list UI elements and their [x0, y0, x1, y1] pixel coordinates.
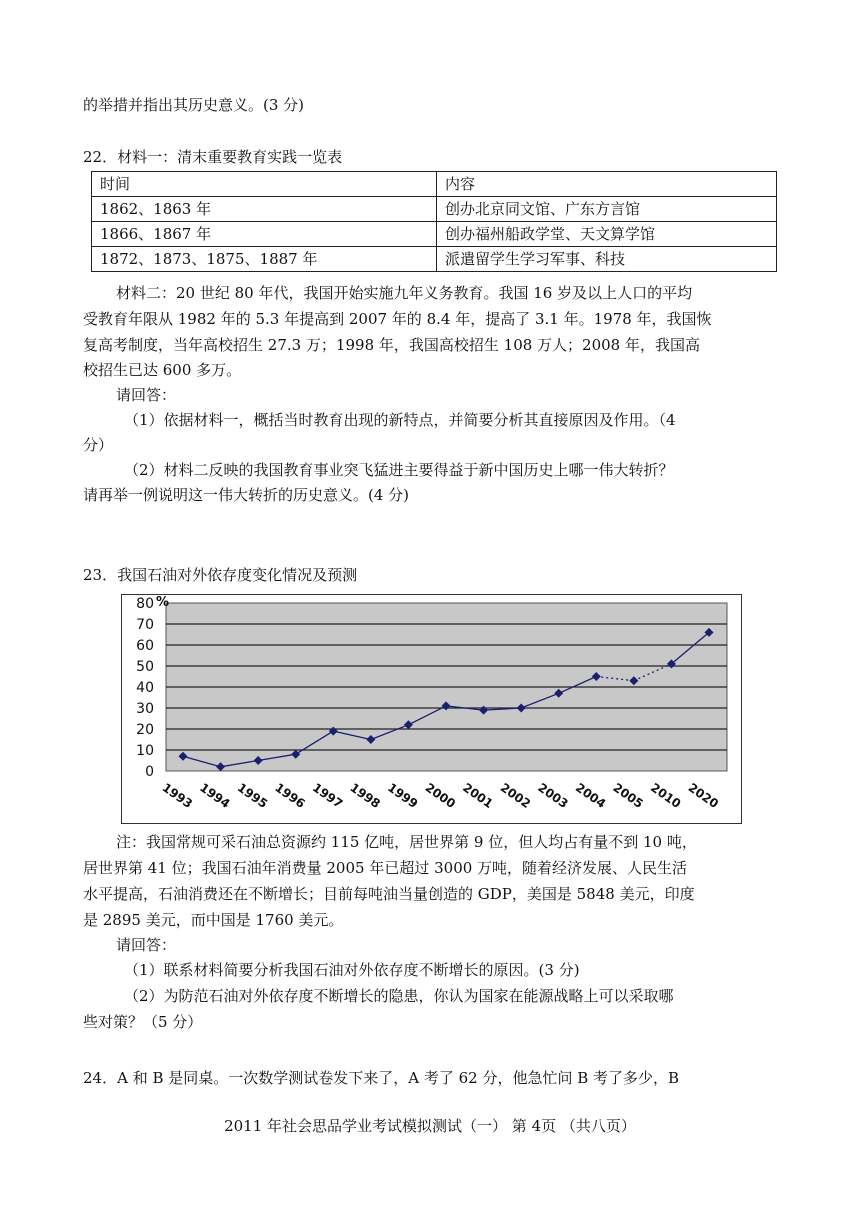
- table-cell: 1866、1867 年: [92, 222, 437, 247]
- x-tick-label: 2003: [535, 780, 571, 812]
- table-cell: 派遣留学生学习军事、科技: [437, 247, 777, 272]
- y-tick-label: 80: [136, 596, 154, 612]
- x-tick-label: 2020: [685, 780, 721, 812]
- x-tick-label: 1993: [159, 780, 195, 812]
- question-line: （2）为防范石油对外依存度不断增长的隐患，你认为国家在能源战略上可以采取哪: [124, 987, 674, 1005]
- x-tick-label: 2005: [610, 780, 646, 812]
- note-line: 是 2895 美元，而中国是 1760 美元。: [83, 911, 344, 929]
- x-tick-label: 2004: [572, 780, 609, 812]
- x-tick-label: 1999: [385, 780, 421, 812]
- material2-line: 受教育年限从 1982 年的 5.3 年提高到 2007 年的 8.4 年，提高了 3.1 年。1978 年，我国恢: [83, 310, 712, 328]
- y-tick-label: 20: [136, 722, 154, 738]
- y-tick-label: 40: [136, 680, 154, 696]
- y-tick-label: 0: [145, 764, 154, 780]
- table-cell: 创办福州船政学堂、天文算学馆: [437, 222, 777, 247]
- question-line: 分）: [83, 436, 114, 454]
- table-header-cell: 内容: [437, 172, 777, 197]
- table-header-row: [92, 172, 777, 197]
- table-cell: 1862、1863 年: [92, 197, 437, 222]
- x-tick-label: 2010: [648, 780, 684, 812]
- x-tick-label: 2000: [422, 780, 458, 812]
- prompt-label: 请回答：: [116, 386, 177, 404]
- material2-line: 复高考制度，当年高校招生 27.3 万；1998 年，我国高校招生 108 万人；2008 年，我国高: [83, 336, 700, 354]
- table-row: [92, 197, 777, 222]
- y-tick-label: 30: [136, 701, 154, 717]
- top-line: 的举措并指出其历史意义。(3 分): [83, 96, 305, 114]
- question-line: 些对策？（5 分）: [83, 1013, 203, 1031]
- y-axis-label: %: [156, 595, 170, 610]
- question-line: （2）材料二反映的我国教育事业突飞猛进主要得益于新中国历史上哪一伟大转折？: [124, 461, 674, 479]
- table-row: [92, 222, 777, 247]
- material2-line: 校招生已达 600 多万。: [83, 361, 242, 379]
- x-tick-label: 1995: [234, 780, 271, 812]
- note-line: 居世界第 41 位；我国石油年消费量 2005 年已超过 3000 万吨，随着经济发展、人民生活: [83, 859, 688, 877]
- y-tick-label: 50: [136, 659, 154, 675]
- table-cell: 创办北京同文馆、广东方言馆: [437, 197, 777, 222]
- oil-dependence-chart: [121, 594, 742, 824]
- x-tick-label: 1994: [197, 780, 233, 812]
- y-tick-label: 60: [136, 638, 154, 654]
- note-line: 注：我国常规可采石油总资源约 115 亿吨，居世界第 9 位，但人均占有量不到 10 吨，: [116, 833, 697, 851]
- prompt-label: 请回答：: [116, 936, 177, 954]
- q23-title: 23．我国石油对外依存度变化情况及预测: [83, 566, 358, 584]
- x-tick-label: 2002: [497, 780, 534, 812]
- chart-svg: [121, 594, 742, 824]
- note-line: 水平提高，石油消费还在不断增长；目前每吨油当量创造的 GDP，美国是 5848 美元，印度: [83, 885, 695, 903]
- x-tick-label: 1998: [347, 780, 383, 812]
- q22-title: 22．材料一：清末重要教育实践一览表: [83, 148, 343, 166]
- table-header-cell: 时间: [92, 172, 437, 197]
- question-line: （1）依据材料一，概括当时教育出现的新特点，并简要分析其直接原因及作用。（4: [124, 411, 676, 429]
- y-tick-label: 70: [136, 617, 154, 633]
- material2-line: 材料二：20 世纪 80 年代，我国开始实施九年义务教育。我国 16 岁及以上人口的平均: [116, 284, 693, 302]
- y-tick-label: 10: [136, 743, 154, 759]
- table-cell: 1872、1873、1875、1887 年: [92, 247, 437, 272]
- x-tick-label: 2001: [460, 780, 496, 812]
- page-footer: 2011 年社会思品学业考试模拟测试（一） 第 4页 （共八页）: [224, 1117, 636, 1135]
- x-tick-label: 1997: [309, 780, 346, 812]
- question-line: 请再举一例说明这一伟大转折的历史意义。(4 分): [83, 486, 410, 504]
- question-line: （1）联系材料简要分析我国石油对外依存度不断增长的原因。(3 分): [124, 961, 580, 979]
- table-row: [92, 247, 777, 272]
- q24-line: 24．A 和 B 是同桌。一次数学测试卷发下来了，A 考了 62 分，他急忙问 B 考了多少，B: [83, 1069, 680, 1087]
- education-table: [91, 171, 777, 272]
- x-tick-label: 1996: [272, 780, 308, 812]
